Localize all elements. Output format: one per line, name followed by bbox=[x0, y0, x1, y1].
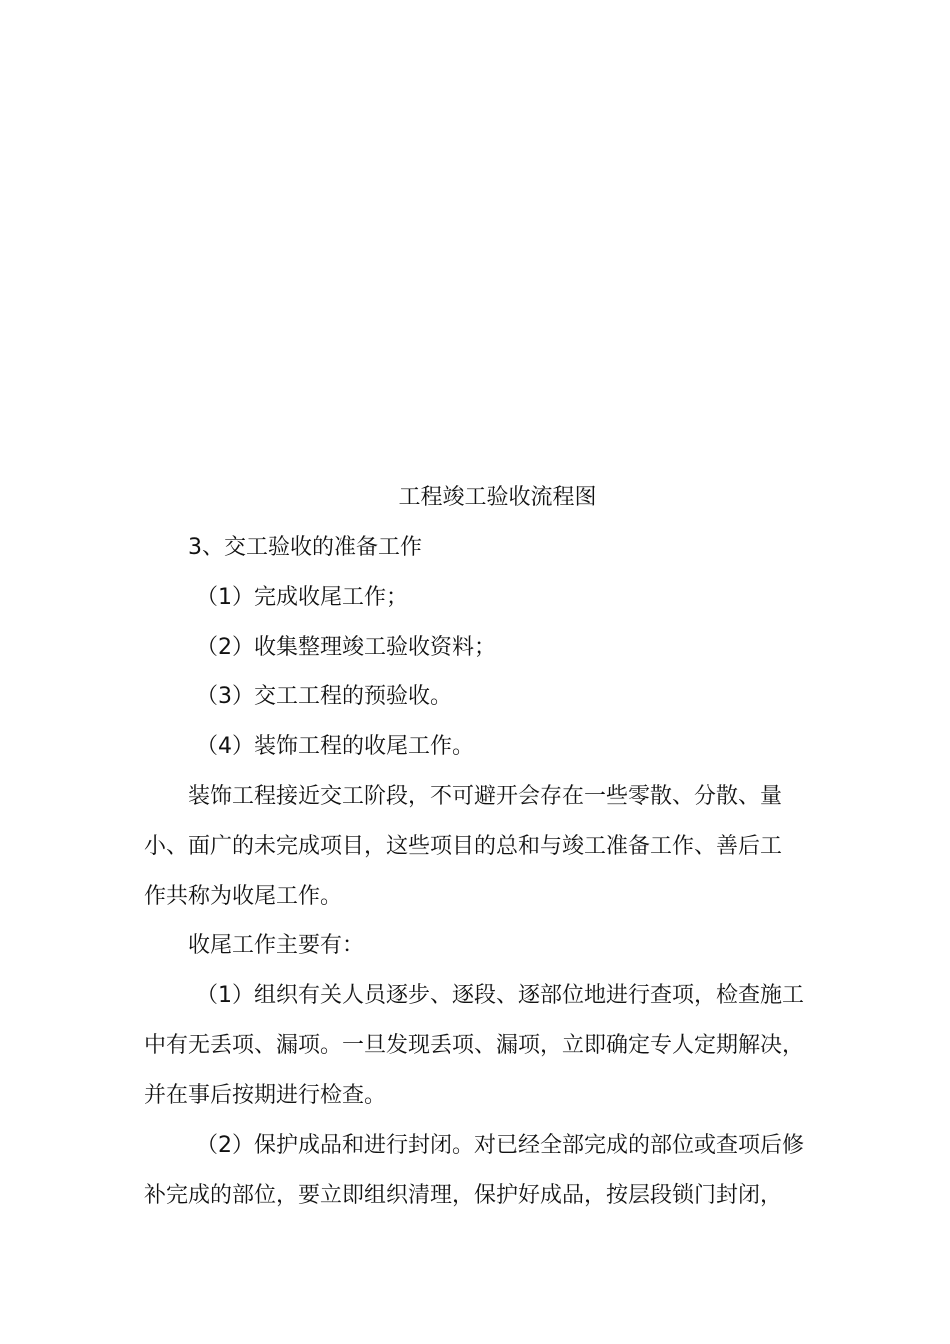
paragraph-line: 收尾工作主要有： bbox=[188, 933, 365, 958]
paragraph-line: （1）组织有关人员逐步、逐段、逐部位地进行查项，检查施工 bbox=[196, 983, 804, 1008]
paragraph-line: 并在事后按期进行检查。 bbox=[144, 1083, 387, 1108]
list-item: （2）收集整理竣工验收资料； bbox=[196, 635, 496, 660]
list-item: （4）装饰工程的收尾工作。 bbox=[196, 734, 474, 759]
paragraph-line: （2）保护成品和进行封闭。对已经全部完成的部位或查项后修 bbox=[196, 1133, 804, 1158]
list-item: （3）交工工程的预验收。 bbox=[196, 684, 452, 709]
paragraph-line: 补完成的部位，要立即组织清理，保护好成品，按层段锁门封闭， bbox=[144, 1183, 783, 1208]
paragraph-line: 中有无丢项、漏项。一旦发现丢项、漏项，立即确定专人定期解决， bbox=[144, 1033, 805, 1058]
list-item: （1）完成收尾工作； bbox=[196, 585, 408, 610]
section-heading: 3、交工验收的准备工作 bbox=[188, 535, 422, 560]
figure-caption: 工程竣工验收流程图 bbox=[398, 485, 597, 510]
paragraph-line: 装饰工程接近交工阶段，不可避开会存在一些零散、分散、量 bbox=[188, 784, 783, 809]
paragraph-line: 作共称为收尾工作。 bbox=[144, 884, 343, 909]
paragraph-line: 小、面广的未完成项目，这些项目的总和与竣工准备工作、善后工 bbox=[144, 834, 783, 859]
